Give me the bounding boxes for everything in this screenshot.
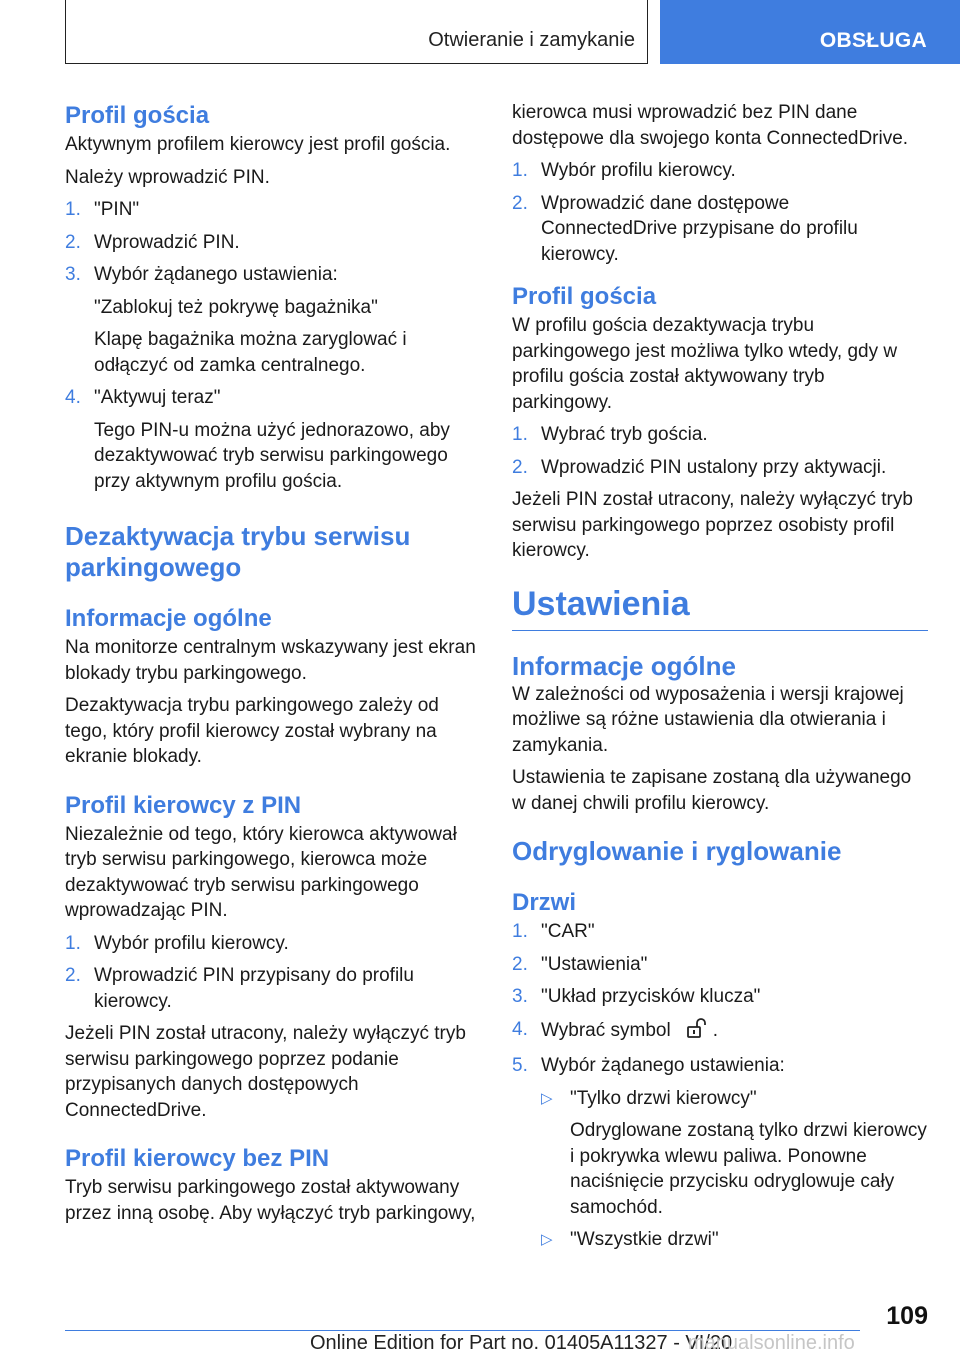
header-chapter-tab bbox=[660, 0, 960, 64]
right-column bbox=[512, 100, 928, 1260]
general-info-heading: Informacje ogólne bbox=[65, 605, 272, 632]
guest-profile-text-3: W profilu gościa dezaktywacja trybu parkingowego jest możliwa tylko wtedy, gdy w profilu gościa został aktywowany tryb parkingowy. bbox=[512, 315, 898, 413]
list-item: 1. Wybrać tryb gościa. bbox=[512, 424, 708, 445]
driver-pin-steps bbox=[65, 931, 480, 1015]
list-item: 1. Wybór profilu kierowcy. bbox=[65, 932, 289, 954]
unlock-icon bbox=[685, 1017, 707, 1047]
footer-rule bbox=[65, 1330, 860, 1331]
list-item: 1. "PIN" bbox=[65, 199, 140, 220]
guest-mode-steps bbox=[512, 422, 928, 480]
settings-heading: Ustawienia bbox=[512, 584, 690, 623]
general-info-text-2: Dezaktywacja trybu parkingowego zależy od tego, który profil kierowcy został wybrany na ekranie blokady. bbox=[65, 695, 439, 767]
general-info-text-3: W zależności od wyposażenia i wersji krajowej możliwe są różne ustawienia dla otwierania i zamykania. bbox=[512, 683, 904, 756]
driver-pin-heading: Profil kierowcy z PIN bbox=[65, 791, 302, 819]
header-section-title: Otwieranie i zamykanie bbox=[428, 29, 635, 51]
general-info-text-1: Na monitorze centralnym wskazywany jest ekran blokady trybu parkingowego. bbox=[65, 637, 476, 684]
deactivation-heading: Dezaktywacja trybu serwisu parkingowego bbox=[65, 521, 411, 582]
guest-profile-text-1: Aktywnym profilem kierowcy jest profil gościa. bbox=[65, 134, 451, 155]
edition-text: Online Edition for Part no. 01405A11327 - VI/20 bbox=[310, 1332, 733, 1354]
driver-pin-text-1: Niezależnie od tego, który kierowca aktywował tryb serwisu parkingowego, kierowca może dezaktywować tryb serwisu parkingowego wprowadzając PIN. bbox=[65, 823, 457, 921]
guest-profile-steps bbox=[65, 197, 480, 494]
driver-pin-text-2: Jeżeli PIN został utracony, należy wyłączyć tryb serwisu parkingowego poprzez podanie przypisanych danych dostępowych ConnectedDrive. bbox=[65, 1023, 466, 1121]
watermark-text: manualsonline.info bbox=[688, 1332, 855, 1354]
driver-nopin-text-1: Tryb serwisu parkingowego został aktywowany przez inną osobę. Aby wyłączyć tryb parkingowy, bbox=[65, 1177, 476, 1224]
page-number: 109 bbox=[886, 1302, 928, 1330]
list-item: 3. "Układ przycisków klucza" bbox=[512, 986, 761, 1007]
list-item: 2. "Ustawienia" bbox=[512, 953, 648, 975]
header-section-box bbox=[65, 0, 648, 64]
list-item: 1. "CAR" bbox=[512, 921, 595, 942]
list-item: 4. "Aktywuj teraz" Tego PIN-u można użyć jednorazowo, aby dezaktywować tryb serwisu parkingowego przy aktywnym profilu gościa. bbox=[65, 387, 450, 492]
guest-profile-heading: Profil gościa bbox=[65, 102, 210, 129]
list-item: 3. Wybór żądanego ustawienia: "Zablokuj też pokrywę bagażnika" Klapę bagażnika można zaryglować i odłączyć od zamka centralnego. bbox=[65, 264, 407, 376]
doors-options bbox=[541, 1086, 928, 1253]
list-item: 2. Wprowadzić PIN. bbox=[65, 231, 240, 253]
settings-heading-rule bbox=[512, 584, 928, 631]
doors-heading: Drzwi bbox=[512, 889, 577, 916]
list-item: 2. Wprowadzić dane dostępowe ConnectedDrive przypisane do profilu kierowcy. bbox=[512, 192, 858, 265]
driver-nopin-heading: Profil kierowcy bez PIN bbox=[65, 1145, 330, 1172]
unlock-lock-heading: Odryglowanie i ryglowanie bbox=[512, 836, 842, 866]
general-info-text-4: Ustawienia te zapisane zostaną dla używanego w danej chwili profilu kierowcy. bbox=[512, 767, 912, 814]
list-item: ▷ "Wszystkie drzwi" bbox=[541, 1229, 719, 1250]
left-column bbox=[65, 100, 480, 1226]
list-item: 2. Wprowadzić PIN przypisany do profilu kierowcy. bbox=[65, 965, 414, 1012]
continuation-text: kierowca musi wprowadzić bez PIN dane dostępowe dla swojego konta ConnectedDrive. bbox=[512, 102, 909, 149]
doors-steps bbox=[512, 919, 928, 1253]
list-item: 2. Wprowadzić PIN ustalony przy aktywacji. bbox=[512, 456, 887, 478]
guest-profile-text-2: Należy wprowadzić PIN. bbox=[65, 166, 270, 188]
header-chapter-title: OBSŁUGA bbox=[819, 29, 927, 52]
guest-profile-heading-2: Profil gościa bbox=[512, 283, 657, 310]
continuation-steps bbox=[512, 158, 928, 267]
list-item: ▷ "Tylko drzwi kierowcy" Odryglowane zostaną tylko drzwi kierowcy i pokrywka wlewu paliwa. Ponowne naciśnięcie przycisku odryglowuje cały samochód. bbox=[541, 1087, 927, 1218]
guest-profile-text-4: Jeżeli PIN został utracony, należy wyłączyć tryb serwisu parkingowego poprzez osobisty profil kierowcy. bbox=[512, 489, 913, 561]
list-item: 5. Wybór żądanego ustawienia: ▷ "Tylko drzwi kierowcy" Odryglowane zostaną tylko drzwi kierowcy i pokrywka wlewu paliwa. Ponowne naciśnięcie przycisku odryglowuje cały samochód. ▷ "Wszystkie drzwi" bbox=[512, 1053, 928, 1253]
list-item: 1. Wybór profilu kierowcy. bbox=[512, 160, 736, 181]
list-item: 4. Wybrać symbol . bbox=[512, 1017, 928, 1047]
general-info-heading-2: Informacje ogólne bbox=[512, 650, 736, 681]
